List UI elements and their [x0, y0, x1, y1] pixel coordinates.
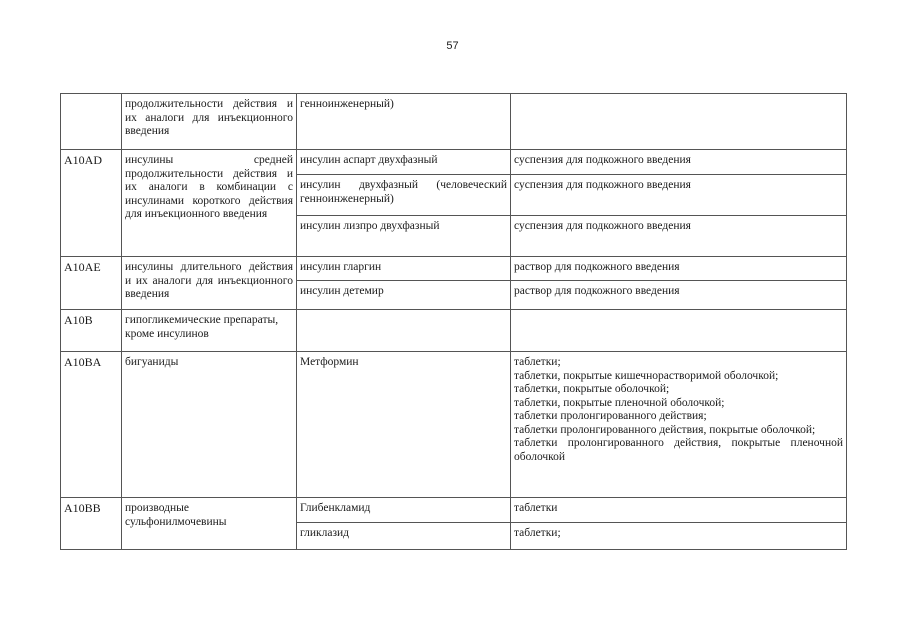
drug-name-cell: инсулин лизпро двухфазный	[297, 216, 511, 257]
dosage-form-cell	[511, 310, 847, 352]
atc-code-cell: A10BA	[61, 352, 122, 498]
dosage-form-cell: суспензия для подкожного введения	[511, 150, 847, 175]
dosage-form-cell	[511, 94, 847, 150]
pharmacological-group-cell: продолжительности действия и их аналоги для инъекционного введения	[122, 94, 297, 150]
dosage-form-cell	[511, 352, 847, 498]
dosage-form-cell: раствор для подкожного введения	[511, 281, 847, 310]
dosage-form-cell: таблетки;	[511, 523, 847, 550]
drug-name-cell: инсулин аспарт двухфазный	[297, 150, 511, 175]
table-row	[61, 498, 847, 523]
dosage-form-line: таблетки пролонгированного действия, покрытые пленочной оболочкой	[514, 437, 843, 463]
dosage-form-cell: раствор для подкожного введения	[511, 257, 847, 281]
drug-name-cell	[297, 310, 511, 352]
table-row	[61, 310, 847, 352]
medication-table	[60, 93, 847, 550]
dosage-form-line: таблетки, покрытые пленочной оболочкой;	[514, 396, 725, 409]
table-row	[61, 352, 847, 498]
drug-name-cell: Метформин	[297, 352, 511, 498]
pharmacological-group-cell: бигуаниды	[122, 352, 297, 498]
atc-code-cell	[61, 94, 122, 150]
pharmacological-group-cell: инсулины средней продолжительности действия и их аналоги в комбинации с инсулинами короткого действия для инъекционного введения	[122, 150, 297, 257]
dosage-form-cell: суспензия для подкожного введения	[511, 175, 847, 216]
pharmacological-group-cell: инсулины длительного действия и их аналоги для инъекционного введения	[122, 257, 297, 310]
dosage-form-line: таблетки;	[514, 356, 561, 368]
drug-name-cell: Глибенкламид	[297, 498, 511, 523]
page-number: 57	[446, 40, 459, 52]
dosage-form-line: таблетки пролонгированного действия, покрытые оболочкой;	[514, 423, 816, 436]
pharmacological-group-cell: гипогликемические препараты, кроме инсулинов	[122, 310, 297, 352]
atc-code-cell: A10B	[61, 310, 122, 352]
atc-code-cell: A10AE	[61, 257, 122, 310]
atc-code-cell: A10AD	[61, 150, 122, 257]
table-row	[61, 94, 847, 150]
dosage-form-line: таблетки, покрытые оболочкой;	[514, 383, 670, 395]
dosage-form-cell: суспензия для подкожного введения	[511, 216, 847, 257]
drug-name-cell: генноинженерный)	[297, 94, 511, 150]
dosage-form-cell: таблетки	[511, 498, 847, 523]
drug-name-cell: инсулин гларгин	[297, 257, 511, 281]
drug-name-cell: инсулин детемир	[297, 281, 511, 310]
table-row	[61, 257, 847, 281]
dosage-form-line: таблетки пролонгированного действия;	[514, 410, 707, 422]
drug-name-cell: инсулин двухфазный (человеческий генноинженерный)	[297, 175, 511, 216]
drug-name-cell: гликлазид	[297, 523, 511, 550]
pharmacological-group-cell: производные сульфонилмочевины	[122, 498, 297, 550]
dosage-form-line: таблетки, покрытые кишечнорастворимой оболочкой;	[514, 369, 779, 382]
table-row	[61, 150, 847, 175]
atc-code-cell: A10BB	[61, 498, 122, 550]
